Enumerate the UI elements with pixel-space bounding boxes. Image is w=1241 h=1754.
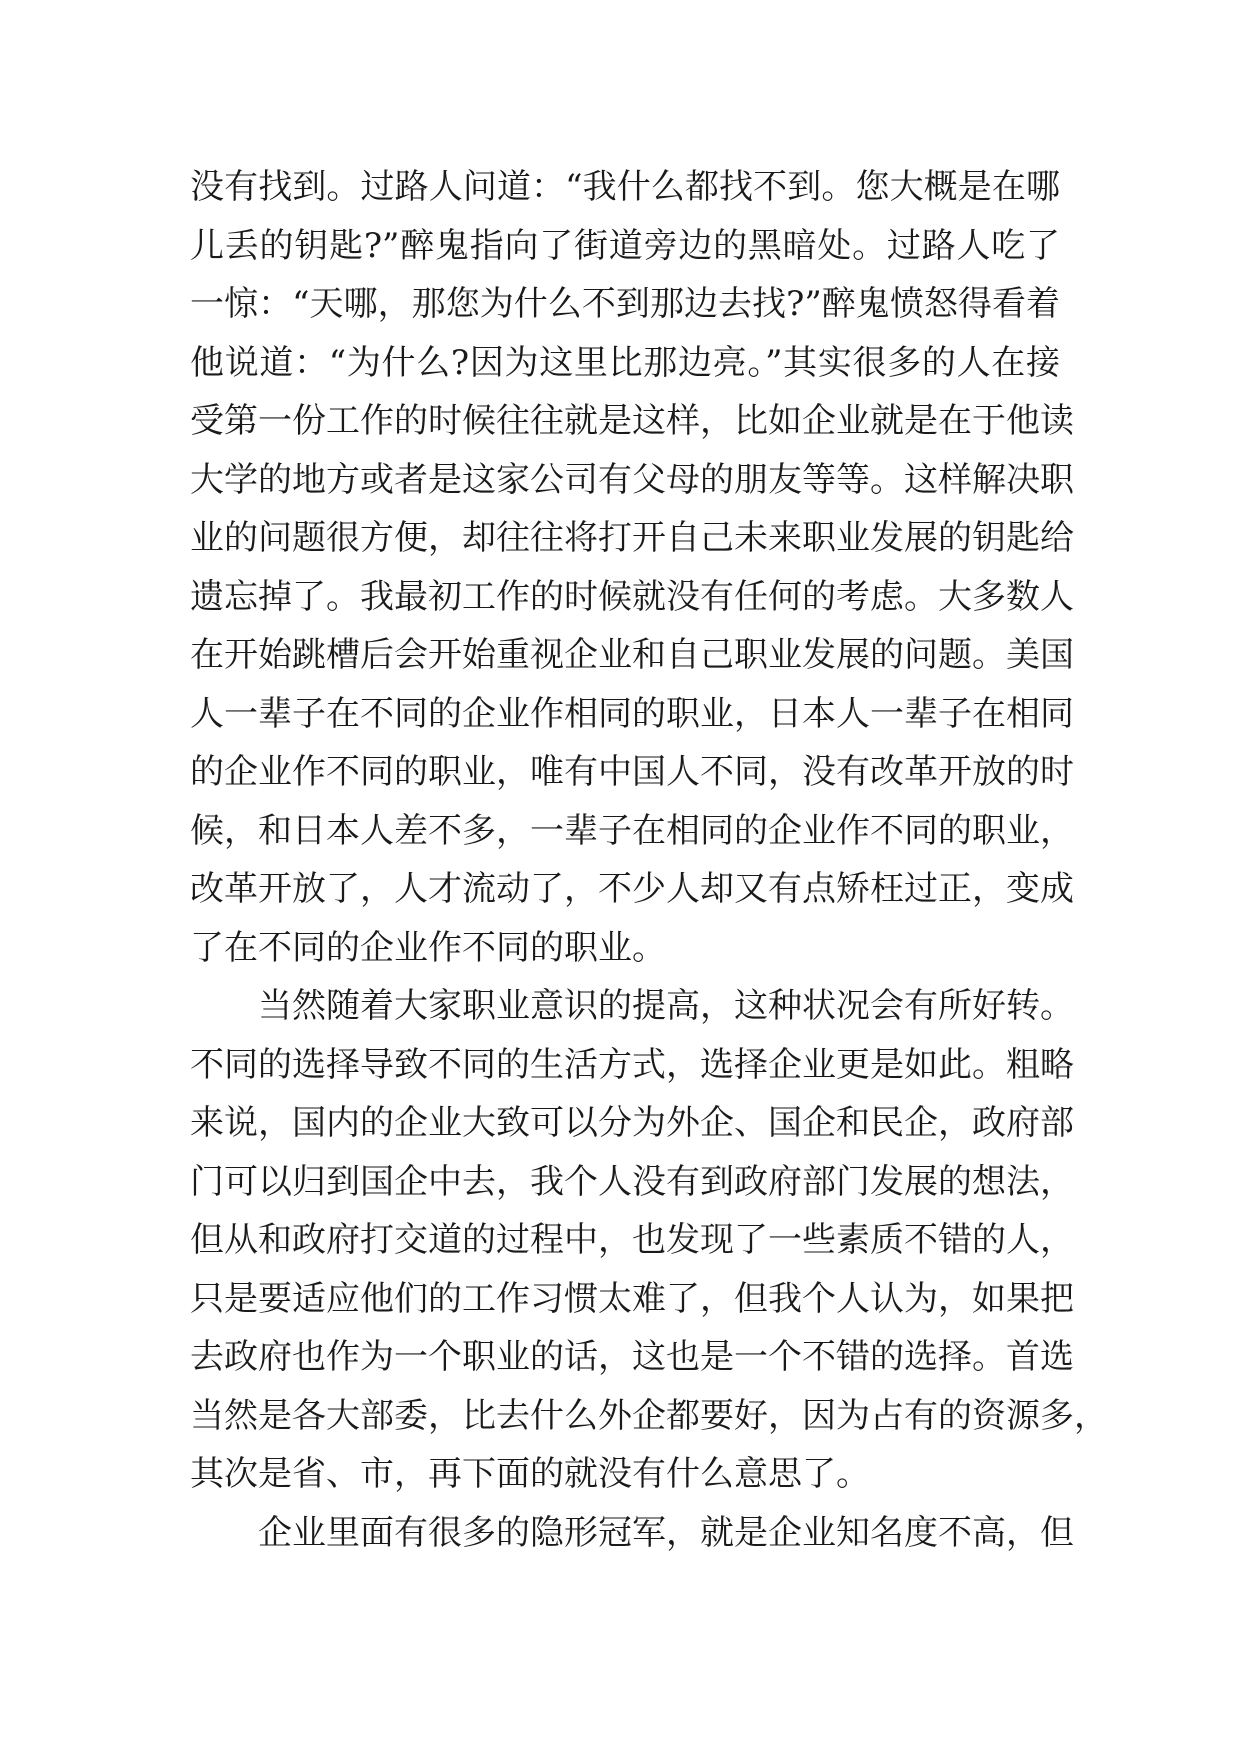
paragraph-first-line: 当然随着大家职业意识的提高，这种状况会有所好转。 [258, 986, 1074, 1026]
text-line: 不同的选择导致不同的生活方式，选择企业更是如此。粗略 [190, 1044, 1074, 1085]
text-line: 当然是各大部委，比去什么外企都要好，因为占有的资源多， [190, 1395, 1108, 1436]
paragraph-first-line: 企业里面有很多的隐形冠军，就是企业知名度不高，但 [258, 1512, 1074, 1553]
text-line: 只是要适应他们的工作习惯太难了，但我个人认为，如果把 [190, 1278, 1074, 1319]
text-line: 人一辈子在不同的企业作相同的职业，日本人一辈子在相同 [190, 693, 1074, 734]
text-line: 受第一份工作的时候往往就是这样，比如企业就是在于他读 [190, 401, 1074, 441]
text-line: 改革开放了，人才流动了，不少人却又有点矫枉过正，变成 [190, 869, 1074, 909]
text-line: 在开始跳槽后会开始重视企业和自己职业发展的问题。美国 [190, 635, 1074, 675]
text-line: 儿丢的钥匙?”醉鬼指向了街道旁边的黑暗处。过路人吃了 [190, 225, 1060, 266]
text-line: 没有找到。过路人问道：“我什么都找不到。您大概是在哪 [190, 167, 1060, 207]
text-line: 业的问题很方便，却往往将打开自己未来职业发展的钥匙给 [190, 518, 1074, 558]
text-line: 来说，国内的企业大致可以分为外企、国企和民企，政府部 [190, 1103, 1074, 1143]
text-line: 了在不同的企业作不同的职业。 [190, 927, 666, 968]
text-line: 其次是省、市，再下面的就没有什么意思了。 [190, 1454, 870, 1494]
text-line: 但从和政府打交道的过程中，也发现了一些素质不错的人， [190, 1220, 1074, 1260]
text-line: 去政府也作为一个职业的话，这也是一个不错的选择。首选 [190, 1337, 1074, 1377]
text-line: 大学的地方或者是这家公司有父母的朋友等等。这样解决职 [190, 459, 1074, 500]
body-text [190, 158, 1108, 1562]
text-line: 一惊：“天哪，那您为什么不到那边去找?”醉鬼愤怒得看着 [190, 284, 1060, 324]
text-line: 的企业作不同的职业，唯有中国人不同，没有改革开放的时 [190, 752, 1074, 792]
text-line: 遗忘掉了。我最初工作的时候就没有任何的考虑。大多数人 [190, 576, 1074, 617]
text-line: 他说道：“为什么?因为这里比那边亮。”其实很多的人在接 [190, 342, 1060, 383]
text-line: 候，和日本人差不多，一辈子在相同的企业作不同的职业， [190, 810, 1074, 851]
text-line: 门可以归到国企中去，我个人没有到政府部门发展的想法， [190, 1161, 1074, 1202]
